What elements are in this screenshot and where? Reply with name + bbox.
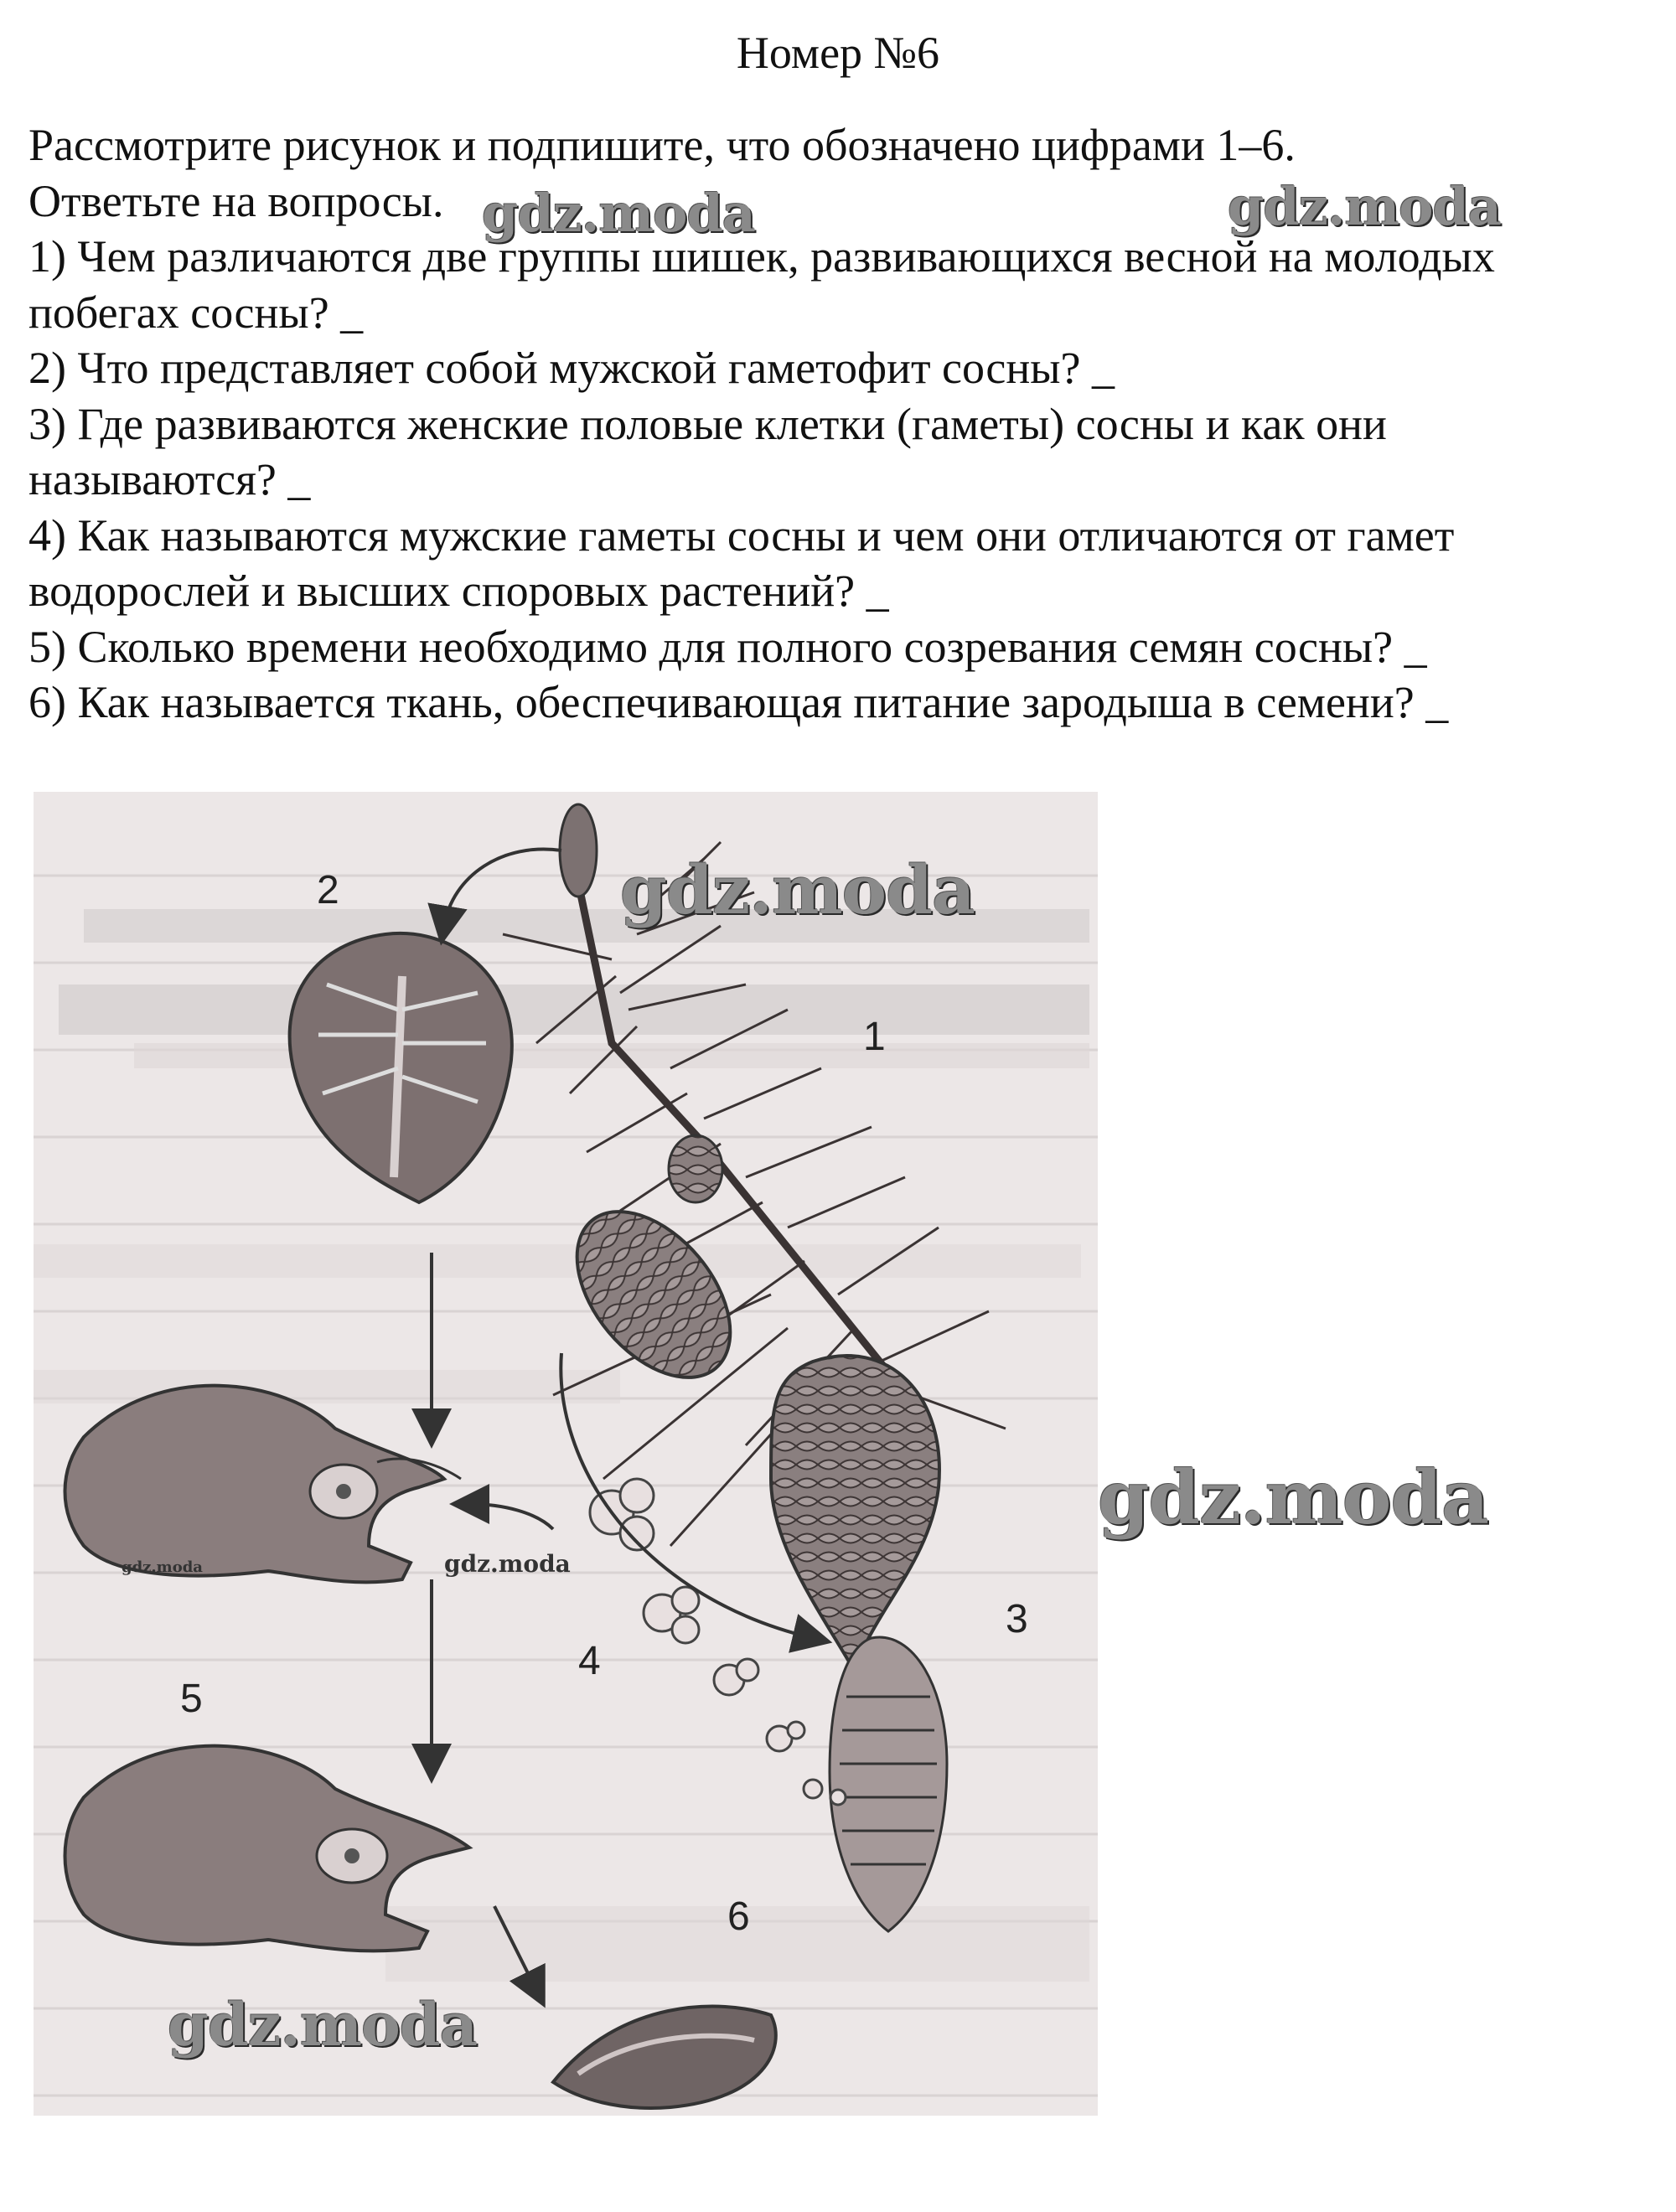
task-line: 6) Как называется ткань, обеспечивающая питание зародыша в семени? _ <box>28 677 1449 727</box>
task-line: 2) Что представляет собой мужской гаметофит сосны? _ <box>28 343 1115 393</box>
figure-drawing <box>34 792 1098 2116</box>
figure-label-5: 5 <box>180 1677 203 1721</box>
watermark: gdz.moda <box>1098 1454 1489 1541</box>
task-line: Рассмотрите рисунок и подпишите, что обозначено цифрами 1–6. <box>28 120 1296 170</box>
watermark: gdz.moda <box>482 183 755 244</box>
task-line: водорослей и высших споровых растений? _ <box>28 566 889 616</box>
pine-lifecycle-figure <box>34 792 1098 2116</box>
figure-label-4: 4 <box>578 1639 601 1683</box>
watermark: gdz.moda <box>168 1990 478 2060</box>
watermark: gdz.moda <box>1228 176 1501 237</box>
watermark: gdz.moda <box>620 850 975 929</box>
page-title: Номер №6 <box>736 28 940 78</box>
watermark: gdz.moda <box>444 1550 571 1578</box>
figure-label-6: 6 <box>727 1894 750 1939</box>
task-line: 1) Чем различаются две группы шишек, развивающихся весной на молодых <box>28 231 1495 282</box>
figure-label-1: 1 <box>863 1015 886 1059</box>
watermark: gdz.moda <box>122 1558 203 1576</box>
task-line: 5) Сколько времени необходимо для полного созревания семян сосны? _ <box>28 621 1427 672</box>
task-line: 4) Как называются мужские гаметы сосны и чем они отличаются от гамет <box>28 509 1455 561</box>
task-line: 3) Где развиваются женские половые клетки (гаметы) сосны и как они <box>28 398 1387 449</box>
figure-label-3: 3 <box>1006 1597 1028 1641</box>
task-line: Ответьте на вопросы. <box>28 175 444 226</box>
task-line: побегах сосны? _ <box>28 287 364 338</box>
task-line: называются? _ <box>28 454 311 504</box>
figure-label-2: 2 <box>317 868 339 912</box>
